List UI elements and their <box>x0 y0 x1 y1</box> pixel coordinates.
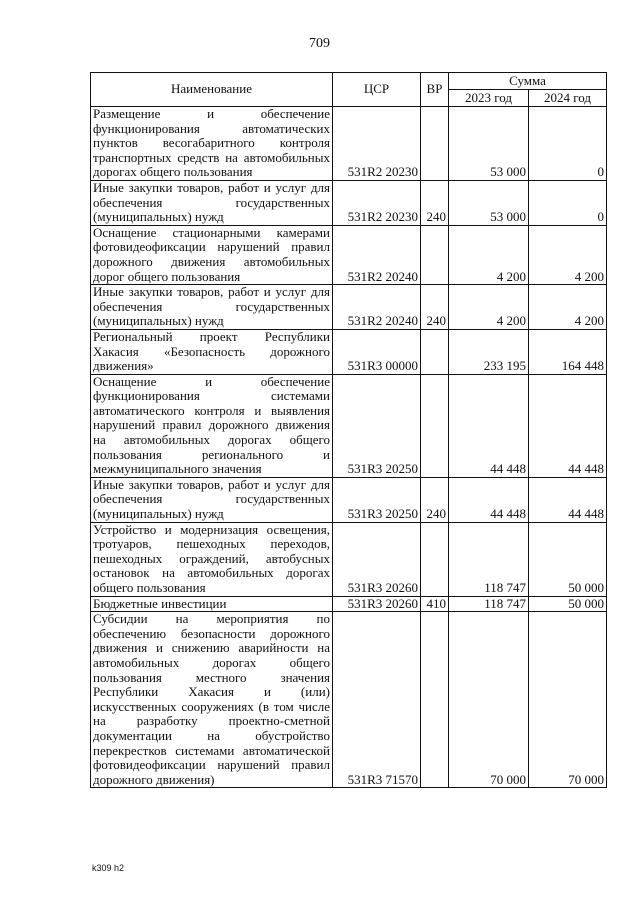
table-row <box>91 374 607 477</box>
row-sum-2024: 44 448 <box>529 374 607 477</box>
row-sum-2024: 44 448 <box>529 477 607 522</box>
row-csr: 531R3 20250 <box>333 477 421 522</box>
row-name: Оснащение стационарными камерами фотовидеофиксации нарушений правил дорожного движения автомобильных дорог общего пользования <box>91 225 333 284</box>
row-vr: 240 <box>421 180 449 225</box>
row-csr: 531R3 20250 <box>333 374 421 477</box>
row-name: Устройство и модернизация освещения, тротуаров, пешеходных переходов, пешеходных ограждений, автобусных остановок на автомобильных дорогах общего пользования <box>91 522 333 596</box>
budget-table <box>90 72 607 788</box>
row-sum-2023: 53 000 <box>449 107 529 181</box>
row-sum-2023: 44 448 <box>449 374 529 477</box>
table-row <box>91 180 607 225</box>
row-sum-2023: 118 747 <box>449 596 529 612</box>
table-row <box>91 596 607 612</box>
row-vr <box>421 329 449 374</box>
table-row <box>91 329 607 374</box>
row-csr: 531R3 20260 <box>333 596 421 612</box>
row-sum-2024: 164 448 <box>529 329 607 374</box>
row-sum-2023: 233 195 <box>449 329 529 374</box>
row-name: Региональный проект Республики Хакасия «Безопасность дорожного движения» <box>91 329 333 374</box>
table-row <box>91 225 607 284</box>
header-csr: ЦСР <box>333 73 421 107</box>
row-vr <box>421 107 449 181</box>
row-sum-2024: 0 <box>529 107 607 181</box>
row-vr <box>421 225 449 284</box>
table-row <box>91 522 607 596</box>
row-vr: 240 <box>421 477 449 522</box>
row-csr: 531R2 20230 <box>333 180 421 225</box>
page-number: 709 <box>309 36 330 51</box>
row-sum-2024: 50 000 <box>529 522 607 596</box>
row-sum-2023: 53 000 <box>449 180 529 225</box>
row-csr: 531R3 20260 <box>333 522 421 596</box>
row-name: Оснащение и обеспечение функционирования системами автоматического контроля и выявления нарушений правил дорожного движения на автомобильных дорогах общего пользования регионального и межмуниципального значения <box>91 374 333 477</box>
row-sum-2024: 70 000 <box>529 612 607 788</box>
row-csr: 531R2 20230 <box>333 107 421 181</box>
row-csr: 531R3 00000 <box>333 329 421 374</box>
row-sum-2023: 4 200 <box>449 225 529 284</box>
table-header <box>91 73 607 107</box>
footer-code: k309 h2 <box>92 863 125 873</box>
row-sum-2024: 50 000 <box>529 596 607 612</box>
row-vr: 240 <box>421 285 449 330</box>
row-csr: 531R3 71570 <box>333 612 421 788</box>
row-vr <box>421 522 449 596</box>
table-row <box>91 477 607 522</box>
header-year-2023: 2023 год <box>449 90 529 107</box>
row-sum-2024: 4 200 <box>529 285 607 330</box>
row-name: Иные закупки товаров, работ и услуг для обеспечения государственных (муниципальных) нужд <box>91 285 333 330</box>
table-row <box>91 285 607 330</box>
row-sum-2024: 4 200 <box>529 225 607 284</box>
header-year-2024: 2024 год <box>529 90 607 107</box>
row-sum-2023: 44 448 <box>449 477 529 522</box>
row-name: Иные закупки товаров, работ и услуг для обеспечения государственных (муниципальных) нужд <box>91 180 333 225</box>
row-name: Бюджетные инвестиции <box>91 596 333 612</box>
header-sum: Сумма <box>449 73 607 90</box>
row-vr <box>421 374 449 477</box>
row-csr: 531R2 20240 <box>333 225 421 284</box>
header-vr: ВР <box>421 73 449 107</box>
row-vr <box>421 612 449 788</box>
row-name: Иные закупки товаров, работ и услуг для обеспечения государственных (муниципальных) нужд <box>91 477 333 522</box>
table-body <box>91 107 607 788</box>
row-csr: 531R2 20240 <box>333 285 421 330</box>
row-sum-2024: 0 <box>529 180 607 225</box>
row-sum-2023: 70 000 <box>449 612 529 788</box>
table-row <box>91 612 607 788</box>
row-sum-2023: 4 200 <box>449 285 529 330</box>
header-name: Наименование <box>91 73 333 107</box>
row-name: Субсидии на мероприятия по обеспечению безопасности дорожного движения и снижению аварийности на автомобильных дорогах общего пользования местного значения Республики Хакасия и (или) искусственных сооружениях (в том числе на разработку проектно-сметной документации на обустройство перекрестков системами автоматической фотовидеофиксации нарушений правил дорожного движения) <box>91 612 333 788</box>
row-name: Размещение и обеспечение функционирования автоматических пунктов весогабаритного контроля транспортных средств на автомобильных дорогах общего пользования <box>91 107 333 181</box>
row-vr: 410 <box>421 596 449 612</box>
row-sum-2023: 118 747 <box>449 522 529 596</box>
table-row <box>91 107 607 181</box>
